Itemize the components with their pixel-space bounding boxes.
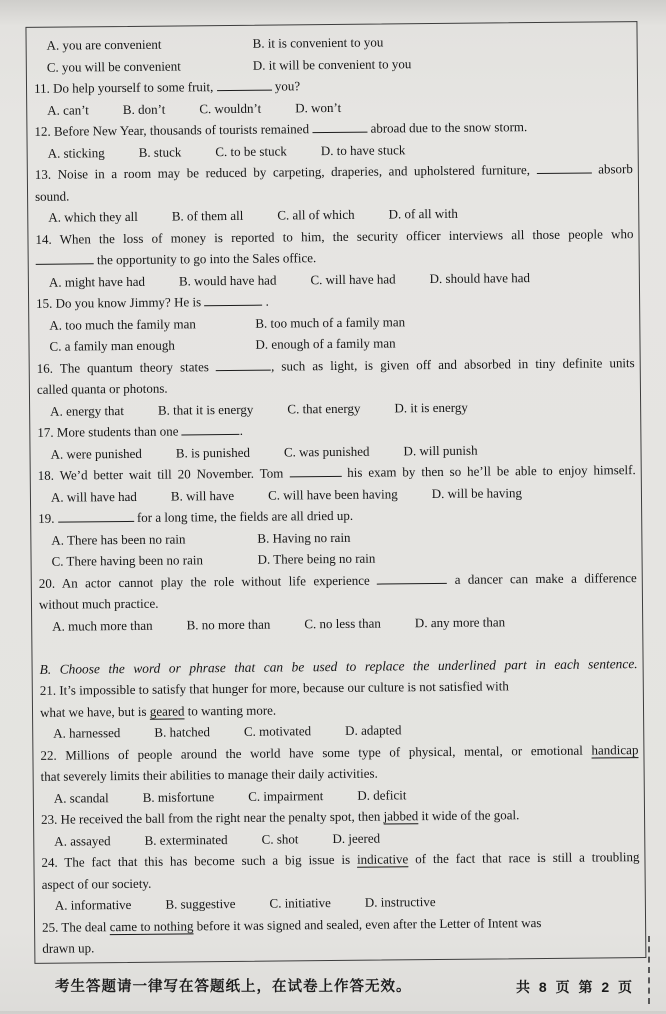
underlined-word: handicap: [591, 741, 639, 758]
option-item: C. will have been having: [267, 485, 398, 503]
text-segment: that severely limits their abilities to manage their daily activities.: [40, 765, 378, 784]
text-segment: before it was signed and sealed, even after the Letter of Intent was: [193, 914, 542, 933]
option-item: B. is punished: [175, 444, 250, 461]
option-item: D. it is energy: [394, 399, 468, 415]
underlined-word: jabbed: [383, 808, 419, 824]
option-item: D. will punish: [403, 442, 478, 458]
option-item: C. a family man enough: [49, 337, 175, 354]
text-segment: 19.: [38, 510, 58, 526]
option-item: A. harnessed: [53, 725, 121, 741]
text-segment: sound.: [34, 188, 70, 204]
text-segment: aspect of our society.: [41, 875, 152, 892]
text-segment: 24. The fact that this has become such a big issue is: [41, 851, 358, 870]
option-item: B. will have: [170, 487, 235, 504]
text-segment: called quanta or photons.: [36, 380, 168, 397]
option-item: D. There being no rain: [257, 550, 376, 567]
text-segment: B. Choose the word or phrase that can be used to replace the underlined part in each sentence.: [39, 655, 638, 677]
text-segment: , such as light, is given off and absorbed in tiny definite units: [270, 354, 635, 374]
option-item: C. wouldn’t: [199, 100, 262, 116]
option-item: D. won’t: [295, 99, 342, 115]
option-item: C. all of which: [277, 206, 355, 223]
option-item: A. informative: [54, 896, 132, 913]
text-segment: his exam by then so he’ll be able to enjoy himself.: [341, 462, 636, 480]
option-item: B. of them all: [171, 207, 244, 224]
option-item: D. enough of a family man: [255, 335, 396, 352]
underlined-word: geared: [149, 702, 185, 719]
option-item: A. There has been no rain: [51, 530, 186, 548]
text-segment: abroad due to the snow storm.: [367, 119, 528, 136]
underlined-word: indicative: [356, 851, 409, 867]
option-item: A. you are convenient: [46, 36, 162, 53]
option-item: D. instructive: [364, 894, 436, 910]
text-segment: the opportunity to go into the Sales office.: [93, 250, 317, 268]
text-segment: 23. He received the ball from the right near the penalty spot, then: [40, 808, 384, 827]
text-segment: 18. We’d better wait till 20 November. Tom: [37, 465, 290, 483]
option-item: C. you will be convenient: [46, 57, 181, 75]
option-item: D. deficit: [357, 786, 407, 803]
answer-blank: [377, 579, 447, 584]
answer-blank: [312, 129, 367, 134]
option-item: C. to be stuck: [215, 142, 287, 159]
option-item: A. energy that: [50, 402, 124, 419]
underlined-word: came to nothing: [109, 917, 194, 934]
text-segment: what we have, but is: [39, 703, 150, 720]
option-item: A. too much the family man: [49, 315, 196, 333]
option-item: D. will be having: [431, 484, 522, 501]
text-segment: drawn up.: [42, 940, 95, 956]
exam-content-box: [25, 21, 646, 964]
option-item: D. it will be convenient to you: [252, 55, 412, 73]
option-item: B. no more than: [186, 616, 271, 632]
option-item: B. misfortune: [142, 788, 215, 805]
option-item: C. motivated: [243, 723, 312, 739]
option-item: B. Having no rain: [257, 529, 351, 546]
answer-blank: [182, 431, 240, 436]
option-item: B. would have had: [178, 272, 277, 288]
answer-blank: [289, 473, 341, 477]
answer-blank: [217, 87, 272, 92]
option-item: C. no less than: [304, 615, 381, 631]
option-item: B. suggestive: [165, 895, 236, 912]
text-segment: .: [239, 422, 244, 438]
text-segment: 25. The deal: [42, 918, 110, 935]
option-item: C. will have had: [310, 270, 396, 287]
option-item: C. that energy: [287, 400, 361, 416]
text-segment: 20. An actor cannot play the role without life experience: [38, 572, 378, 591]
option-item: A. assayed: [54, 832, 111, 849]
text-segment: 16. The quantum theory states: [36, 358, 217, 376]
option-item: C. impairment: [248, 787, 324, 804]
text-segment: 15. Do you know Jimmy? He is: [36, 294, 205, 311]
option-item: A. which they all: [48, 208, 138, 225]
answer-blank: [58, 518, 134, 523]
answer-blank: [204, 302, 262, 307]
text-segment: for a long time, the fields are all dried up.: [133, 507, 354, 525]
text-segment: without much practice.: [38, 595, 159, 612]
option-item: A. were punished: [50, 445, 142, 462]
option-item: B. it is convenient to you: [252, 34, 384, 51]
option-item: A. scandal: [53, 789, 109, 806]
option-item: C. shot: [261, 830, 299, 847]
option-item: B. exterminated: [144, 831, 228, 848]
text-segment: 14. When the loss of money is reported to him, the security officer interviews all those people who: [35, 225, 634, 247]
option-item: C. was punished: [283, 443, 370, 459]
text-segment: 13. Noise in a room may be reduced by carpeting, draperies, and upholstered furniture,: [34, 162, 537, 182]
option-item: B. don’t: [122, 101, 166, 117]
option-item: D. jeered: [332, 830, 381, 846]
text-segment: 12. Before New Year, thousands of tourists remained: [34, 121, 313, 139]
option-item: C. There having been no rain: [51, 552, 204, 569]
option-item: A. sticking: [47, 144, 105, 161]
option-item: B. too much of a family man: [255, 313, 406, 331]
answer-blank: [36, 260, 94, 265]
option-item: B. hatched: [154, 724, 211, 740]
text-segment: of the fact that race is still a troubling: [408, 849, 640, 867]
option-item: C. initiative: [269, 895, 331, 911]
option-item: A. might have had: [48, 273, 146, 290]
text-segment: 21. It’s impossible to satisfy that hunger for more, because our culture is not satisfied with: [39, 678, 509, 698]
footer-page-number: 共 8 页 第 2 页: [516, 979, 635, 995]
text-segment: you?: [271, 78, 301, 94]
option-item: D. to have stuck: [320, 141, 406, 158]
text-segment: 22. Millions of people around the world have some type of physical, mental, or emotional: [40, 742, 592, 763]
text-segment: a dancer can make a difference: [447, 569, 637, 587]
option-item: A. can’t: [47, 101, 89, 118]
text-segment: it wide of the goal.: [418, 807, 520, 824]
option-item: D. of all with: [388, 205, 458, 222]
text-segment: absorb: [591, 161, 633, 177]
text-segment: .: [262, 293, 269, 309]
option-item: A. will have had: [50, 488, 137, 505]
option-item: D. should have had: [429, 269, 531, 286]
option-item: D. adapted: [345, 722, 402, 738]
answer-blank: [216, 366, 271, 371]
text-segment: 17. More students than one: [37, 423, 182, 440]
text-segment: 11. Do help yourself to some fruit,: [33, 79, 217, 96]
answer-blank: [537, 170, 592, 175]
footer-instruction: 考生答题请一律写在答题纸上，在试卷上作答无效。: [55, 979, 412, 995]
option-item: A. much more than: [52, 617, 153, 634]
option-item: D. any more than: [414, 613, 506, 630]
scan-artifact-dashed-line: [648, 936, 650, 1004]
option-item: B. stuck: [138, 143, 182, 160]
text-segment: to wanting more.: [184, 702, 277, 718]
option-item: B. that it is energy: [157, 401, 254, 418]
